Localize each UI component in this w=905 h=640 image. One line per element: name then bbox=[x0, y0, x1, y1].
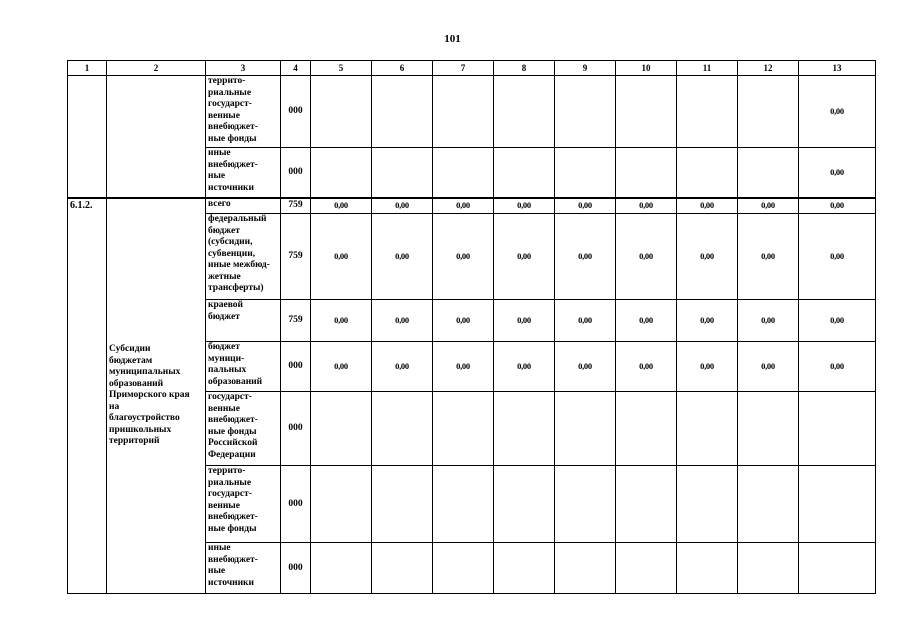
value-cell: 0,00 bbox=[494, 214, 555, 300]
col-header: 12 bbox=[738, 61, 799, 76]
value-cell: 0,00 bbox=[738, 342, 799, 392]
header-row bbox=[68, 61, 876, 76]
value-cell bbox=[677, 466, 738, 543]
value-cell: 0,00 bbox=[616, 198, 677, 214]
value-cell bbox=[372, 543, 433, 594]
value-cell: 0,00 bbox=[494, 198, 555, 214]
row-code: 759 bbox=[281, 214, 311, 300]
value-cell bbox=[616, 543, 677, 594]
value-cell: 0,00 bbox=[738, 214, 799, 300]
value-cell: 0,00 bbox=[555, 198, 616, 214]
value-cell: 0,00 bbox=[677, 300, 738, 342]
value-cell bbox=[311, 466, 372, 543]
row-label: бюджет муници- пальных образований bbox=[206, 342, 281, 392]
value-cell bbox=[677, 392, 738, 466]
value-cell: 0,00 bbox=[616, 342, 677, 392]
value-cell: 0,00 bbox=[433, 214, 494, 300]
value-cell: 0,00 bbox=[555, 214, 616, 300]
value-cell: 0,00 bbox=[677, 198, 738, 214]
value-cell: 0,00 bbox=[799, 198, 876, 214]
row-desc-empty bbox=[107, 76, 206, 198]
col-header: 8 bbox=[494, 61, 555, 76]
value-cell: 0,00 bbox=[738, 300, 799, 342]
value-cell bbox=[433, 392, 494, 466]
row-label: террито- риальные государст- венные внебюджет- ные фонды bbox=[206, 466, 281, 543]
col-header: 3 bbox=[206, 61, 281, 76]
value-cell bbox=[616, 148, 677, 198]
value-cell bbox=[433, 148, 494, 198]
value-cell bbox=[311, 148, 372, 198]
value-cell bbox=[372, 466, 433, 543]
value-cell bbox=[677, 543, 738, 594]
value-cell: 0,00 bbox=[311, 198, 372, 214]
value-cell: 0,00 bbox=[677, 214, 738, 300]
col-header: 9 bbox=[555, 61, 616, 76]
value-cell: 0,00 bbox=[433, 342, 494, 392]
col-header: 6 bbox=[372, 61, 433, 76]
value-cell: 0,00 bbox=[799, 342, 876, 392]
value-cell bbox=[616, 466, 677, 543]
value-cell bbox=[738, 543, 799, 594]
value-cell bbox=[311, 543, 372, 594]
value-cell: 0,00 bbox=[799, 76, 876, 148]
value-cell bbox=[555, 392, 616, 466]
value-cell: 0,00 bbox=[311, 300, 372, 342]
value-cell bbox=[433, 543, 494, 594]
value-cell: 0,00 bbox=[433, 198, 494, 214]
value-cell: 0,00 bbox=[311, 214, 372, 300]
value-cell bbox=[311, 392, 372, 466]
row-label: государст- венные внебюджет- ные фонды Российской Федерации bbox=[206, 392, 281, 466]
col-header: 2 bbox=[107, 61, 206, 76]
value-cell: 0,00 bbox=[372, 300, 433, 342]
row-code: 000 bbox=[281, 76, 311, 148]
value-cell bbox=[799, 392, 876, 466]
value-cell bbox=[494, 543, 555, 594]
value-cell: 0,00 bbox=[494, 300, 555, 342]
row-id-empty bbox=[68, 76, 107, 198]
value-cell: 0,00 bbox=[799, 214, 876, 300]
row-label: краевой бюджет bbox=[206, 300, 281, 342]
value-cell: 0,00 bbox=[555, 300, 616, 342]
value-cell bbox=[616, 392, 677, 466]
row-label: федеральный бюджет (субсидии, субвенции, иные межбюд- жетные трансферты) bbox=[206, 214, 281, 300]
value-cell bbox=[616, 76, 677, 148]
col-header: 13 bbox=[799, 61, 876, 76]
row-code: 000 bbox=[281, 466, 311, 543]
row-code: 000 bbox=[281, 543, 311, 594]
col-header: 11 bbox=[677, 61, 738, 76]
row-id: 6.1.2. bbox=[68, 198, 107, 594]
row-label: иные внебюджет- ные источники bbox=[206, 543, 281, 594]
value-cell bbox=[738, 392, 799, 466]
value-cell bbox=[372, 392, 433, 466]
value-cell bbox=[494, 76, 555, 148]
value-cell bbox=[372, 148, 433, 198]
budget-table bbox=[67, 60, 876, 594]
value-cell bbox=[555, 76, 616, 148]
value-cell: 0,00 bbox=[311, 342, 372, 392]
row-code: 000 bbox=[281, 342, 311, 392]
value-cell bbox=[799, 543, 876, 594]
row-code: 759 bbox=[281, 300, 311, 342]
value-cell: 0,00 bbox=[372, 198, 433, 214]
value-cell: 0,00 bbox=[372, 342, 433, 392]
value-cell: 0,00 bbox=[372, 214, 433, 300]
value-cell: 0,00 bbox=[616, 214, 677, 300]
row-label: террито- риальные государст- венные внебюджет- ные фонды bbox=[206, 76, 281, 148]
col-header: 5 bbox=[311, 61, 372, 76]
value-cell: 0,00 bbox=[616, 300, 677, 342]
col-header: 7 bbox=[433, 61, 494, 76]
value-cell bbox=[738, 466, 799, 543]
table-body bbox=[68, 61, 876, 594]
value-cell bbox=[494, 392, 555, 466]
page-number: 101 bbox=[444, 33, 461, 45]
col-header: 1 bbox=[68, 61, 107, 76]
value-cell bbox=[738, 76, 799, 148]
value-cell: 0,00 bbox=[799, 300, 876, 342]
value-cell bbox=[799, 466, 876, 543]
value-cell bbox=[677, 76, 738, 148]
value-cell bbox=[433, 466, 494, 543]
col-header: 4 bbox=[281, 61, 311, 76]
row-code: 000 bbox=[281, 148, 311, 198]
value-cell: 0,00 bbox=[677, 342, 738, 392]
value-cell: 0,00 bbox=[799, 148, 876, 198]
value-cell bbox=[433, 76, 494, 148]
row-code: 000 bbox=[281, 392, 311, 466]
value-cell: 0,00 bbox=[738, 198, 799, 214]
value-cell bbox=[555, 543, 616, 594]
value-cell bbox=[555, 466, 616, 543]
value-cell bbox=[555, 148, 616, 198]
value-cell bbox=[372, 76, 433, 148]
value-cell: 0,00 bbox=[494, 342, 555, 392]
col-header: 10 bbox=[616, 61, 677, 76]
table-row bbox=[68, 198, 876, 214]
row-label: всего bbox=[206, 198, 281, 214]
value-cell bbox=[494, 466, 555, 543]
row-label: иные внебюджет- ные источники bbox=[206, 148, 281, 198]
value-cell bbox=[677, 148, 738, 198]
row-description: Субсидии бюджетам муниципальных образований Приморского края на благоустройство пришкольных территорий bbox=[107, 198, 206, 594]
value-cell bbox=[311, 76, 372, 148]
value-cell: 0,00 bbox=[555, 342, 616, 392]
table-row bbox=[68, 76, 876, 148]
value-cell bbox=[494, 148, 555, 198]
value-cell: 0,00 bbox=[433, 300, 494, 342]
row-code: 759 bbox=[281, 198, 311, 214]
value-cell bbox=[738, 148, 799, 198]
